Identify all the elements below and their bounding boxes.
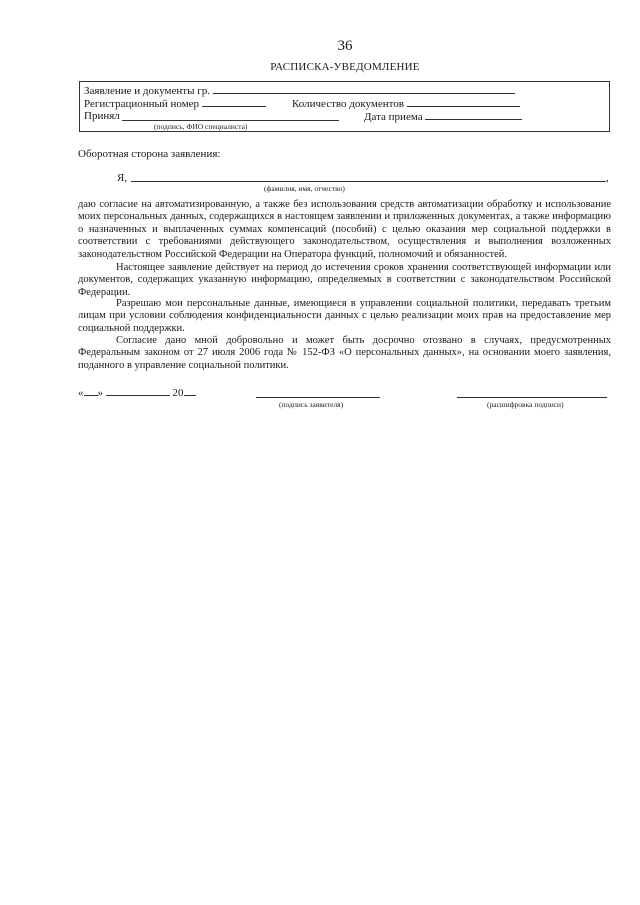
reg-number-field[interactable] xyxy=(202,97,266,107)
date-close-quote: » xyxy=(97,387,103,399)
date-open-quote: « xyxy=(78,387,84,399)
applicant-signature-hint: (подпись заявителя) xyxy=(279,400,344,409)
statement-row xyxy=(84,84,515,97)
signature-transcript-line[interactable] xyxy=(457,397,607,398)
consent-paragraph-2 xyxy=(78,262,611,299)
reverse-side-label: Оборотная сторона заявления: xyxy=(78,148,221,160)
consent-paragraph-3 xyxy=(78,298,611,335)
consent-i-label: Я, xyxy=(117,172,128,184)
year-prefix: 20 xyxy=(172,387,184,399)
trailing-comma: , xyxy=(606,172,609,184)
consent-paragraph-3-text: Разрешаю мои персональные данные, имеющиеся в управлении социальной политики, передавать третьим лицам при условии соблюдения конфиденциальности данных с целью реализации моих прав на предоставление мер социальной поддержки. xyxy=(78,298,611,334)
accept-date-field[interactable] xyxy=(425,110,522,120)
statement-label: Заявление и документы гр. xyxy=(84,85,210,97)
specialist-signature-hint: (подпись, ФИО специалиста) xyxy=(154,122,248,131)
date-year-field[interactable] xyxy=(184,386,196,396)
doc-count-label: Количество документов xyxy=(292,98,404,110)
date-month-field[interactable] xyxy=(106,386,170,396)
accepted-row xyxy=(84,110,120,122)
doc-count-row xyxy=(292,97,520,110)
document-title: РАСПИСКА-УВЕДОМЛЕНИЕ xyxy=(270,61,420,73)
doc-count-field[interactable] xyxy=(407,97,520,107)
full-name-hint: (фамилия, имя, отчество) xyxy=(264,184,345,193)
reg-number-label: Регистрационный номер xyxy=(84,98,200,110)
applicant-signature-line[interactable] xyxy=(256,397,380,398)
consent-paragraph-1: даю согласие на автоматизированную, а также без использования средств автоматизации обработку и использование моих персональных данных, содержащихся в настоящем заявлении и приложенных документах, а также информацию о назначенных и выплаченных суммах компенсаций (пособий) с целью оказания мер социальной поддержки в соответствии с требованиями действующего законодательством, осуществления и выполнения возложенных законодательством Российской Федерации на Оператора функций, полномочий и обязанностей. xyxy=(78,199,611,260)
statement-name-field[interactable] xyxy=(213,84,515,94)
page-number: 36 xyxy=(337,38,353,54)
accepted-label: Принял xyxy=(84,110,120,122)
reg-number-row xyxy=(84,97,266,110)
consent-paragraph-4-text: Согласие дано мной добровольно и может быть досрочно отозвано в случаях, предусмотренных Федеральным законом от 27 июля 2006 года № 152-ФЗ «О персональных данных», на основании моего заявления, поданного в управление социальной политики. xyxy=(78,335,611,371)
full-name-line[interactable] xyxy=(131,181,606,182)
accept-date-label: Дата приема xyxy=(364,111,423,123)
signature-transcript-hint: (расшифровка подписи) xyxy=(487,400,564,409)
date-day-field[interactable] xyxy=(84,386,98,396)
date-row xyxy=(78,386,196,399)
accept-date-row xyxy=(364,110,522,123)
consent-paragraph-4 xyxy=(78,335,611,372)
consent-paragraph-2-text: Настоящее заявление действует на период до истечения сроков хранения соответствующей информации или документов, содержащих указанную информацию, определяемых в соответствии с законодательством Российской Федерации. xyxy=(78,262,611,298)
accepted-signature-line[interactable] xyxy=(122,120,339,121)
